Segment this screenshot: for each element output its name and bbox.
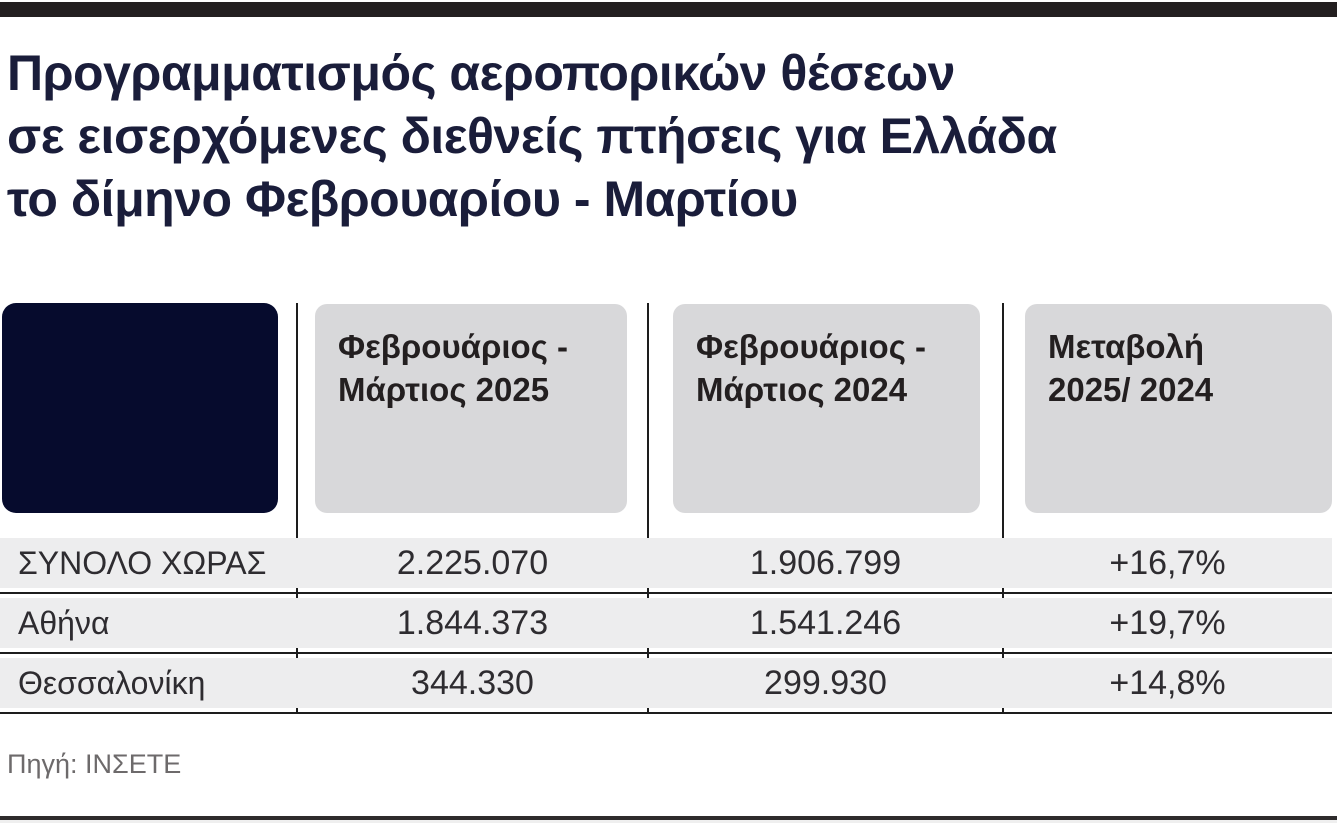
column-header-2024 [673, 304, 980, 513]
corner-box [2, 303, 278, 513]
column-header-2024-line-2: Μάρτιος 2024 [696, 371, 908, 408]
row-label: ΣΥΝΟΛΟ ΧΩΡΑΣ [18, 545, 267, 581]
change-value: +16,7% [1109, 544, 1226, 582]
change-value: +19,7% [1109, 604, 1226, 642]
value-2024: 299.930 [764, 664, 887, 702]
column-header-change-line-2: 2025/ 2024 [1048, 371, 1214, 408]
value-2025: 344.330 [411, 664, 534, 702]
title-line-1: Προγραμματισμός αεροπορικών θέσεων [7, 45, 955, 101]
table-row-total [0, 538, 1332, 588]
table-bottom-border [0, 712, 1332, 714]
column-header-2025-line-1: Φεβρουάριος - [338, 328, 569, 365]
change-value: +14,8% [1109, 664, 1226, 702]
column-header-2025 [315, 304, 627, 513]
row-label: Θεσσαλονίκη [18, 665, 206, 701]
title-line-3: το δίμηνο Φεβρουαρίου - Μαρτίου [7, 171, 798, 227]
title-line-2: σε εισερχόμενες διεθνείς πτήσεις για Ελλάδα [7, 108, 1057, 164]
row-separator-1 [0, 592, 1332, 594]
row-separator-2 [0, 652, 1332, 654]
column-header-2024-line-1: Φεβρουάριος - [696, 328, 927, 365]
value-2025: 2.225.070 [396, 544, 549, 582]
row-label: Αθήνα [18, 605, 110, 641]
value-2024: 1.906.799 [749, 544, 902, 582]
page-title [7, 42, 1057, 231]
value-2025: 1.844.373 [396, 604, 549, 642]
column-header-change-line-1: Μεταβολή [1048, 328, 1205, 365]
column-header-2025-line-2: Μάρτιος 2025 [338, 371, 550, 408]
table-row-thessaloniki [0, 658, 1332, 708]
source-note: Πηγή: ΙΝΣΕΤΕ [7, 749, 182, 779]
top-accent-bar [0, 2, 1337, 17]
table-row-athens [0, 598, 1332, 648]
value-2024: 1.541.246 [749, 604, 902, 642]
column-header-change [1025, 304, 1332, 513]
